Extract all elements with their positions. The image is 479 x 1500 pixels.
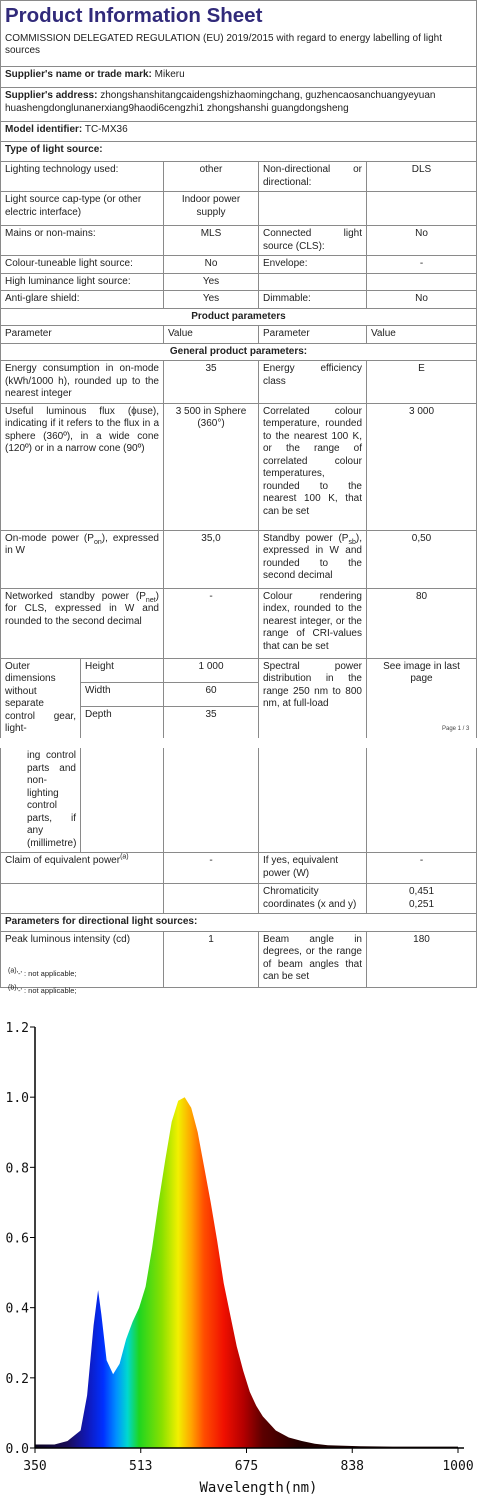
ls-value: Yes — [164, 273, 259, 291]
ls-label — [259, 192, 367, 226]
ls-label: Colour-tuneable light source: — [1, 256, 164, 274]
ls-value: No — [367, 226, 477, 256]
ls-label: Mains or non-mains: — [1, 226, 164, 256]
luminous-flux-value: 3 500 in Sphere (360°) — [164, 403, 259, 530]
model-row — [1, 122, 477, 142]
depth-value: 35 — [164, 707, 259, 738]
spectrum-chart — [0, 1015, 479, 1500]
y-tick-label: 0.4 — [5, 1301, 29, 1317]
ls-label: Non-directional or directional: — [259, 162, 367, 192]
ls-label: Anti-glare shield: — [1, 291, 164, 309]
claim-equivalent-value: - — [164, 853, 259, 884]
width-value: 60 — [164, 682, 259, 706]
ls-label: Connected light source (CLS): — [259, 226, 367, 256]
beam-angle-value: 180 — [367, 931, 477, 987]
dimension-value-blank — [164, 748, 259, 853]
supplier-name-label: Supplier's name or trade mark: — [5, 69, 152, 80]
ls-value: Indoor power supply — [164, 192, 259, 226]
outer-dimensions-label: Outer dimensions without separate control gear, light- — [1, 658, 81, 738]
cri-label: Colour rendering index, rounded to the nearest integer, or the range of CRI-values that can be set — [259, 588, 367, 658]
ls-label: Dimmable: — [259, 291, 367, 309]
ls-value: Yes — [164, 291, 259, 309]
general-params-heading: General product parameters: — [1, 343, 477, 361]
networked-standby-label: Networked standby power $(P_{net})$ for CLS, expressed in W and rounded to the second decimal — [1, 588, 164, 658]
ls-value — [367, 192, 477, 226]
cct-label: Correlated colour temperature, rounded to the nearest 100 K, or the range of correlated colour temperatures, rounded to the nearest 100 K, that can be set — [259, 403, 367, 530]
ls-value — [367, 273, 477, 291]
ls-value: No — [164, 256, 259, 274]
peak-intensity-value: 1 — [164, 931, 259, 987]
dimension-cell-blank — [81, 748, 164, 853]
col-header-value: Value — [367, 326, 477, 344]
chromaticity-value — [367, 884, 477, 914]
beam-angle-label: Beam angle in degrees, or the range of beam angles that can be set — [259, 931, 367, 987]
cct-value: 3 000 — [367, 403, 477, 530]
sheet-page-1 — [0, 0, 479, 738]
chroma-blank — [1, 884, 164, 914]
ls-label: High luminance light source: — [1, 273, 164, 291]
y-tick-label: 0.0 — [5, 1442, 29, 1457]
x-tick-label: 1000 — [442, 1459, 474, 1474]
chromaticity-y: 0,251 — [408, 898, 435, 910]
supplier-address-value: zhongshanshitangcaidengshizhaomingchang, guzhencaosanchuangyeyuan huashengdonglunanerxiang9haodi6cengzhi1 zhongshanshi guangdongsheng — [5, 90, 436, 114]
footnote-b: $^{(b)}$'-' : not applicable; — [8, 984, 77, 995]
x-axis-label: Wavelength(nm) — [199, 1480, 318, 1496]
outer-dimensions-label-cont: ing control parts and non-lighting control parts, if any (millimetre) — [1, 748, 81, 853]
supplier-address-label: Supplier's address: — [5, 90, 98, 101]
claim-equivalent-label: Claim of equivalent power$^{(a)}$ — [1, 853, 164, 884]
model-label: Model identifier: — [5, 124, 83, 135]
footnote-a: $^{(a)}$'-' : not applicable; — [8, 967, 77, 978]
supplier-name-row — [1, 67, 477, 88]
height-value: 1 000 — [164, 658, 259, 682]
standby-power-value: 0,50 — [367, 530, 477, 588]
y-tick-label: 0.2 — [5, 1371, 29, 1387]
spd-value: See image in last page — [367, 658, 477, 738]
x-tick-label: 350 — [23, 1459, 47, 1474]
spectrum-area — [35, 1097, 458, 1448]
directional-params-heading: Parameters for directional light sources: — [1, 914, 477, 932]
ls-label — [259, 273, 367, 291]
ls-value: DLS — [367, 162, 477, 192]
page-title: Product Information Sheet — [1, 1, 477, 31]
supplier-address-row — [1, 88, 477, 122]
peak-intensity-label: Peak luminous intensity (cd) — [1, 931, 164, 987]
on-mode-power-value: 35,0 — [164, 530, 259, 588]
width-label: Width — [81, 682, 164, 706]
supplier-name-value: Mikeru — [154, 69, 185, 80]
model-value: TC-MX36 — [84, 124, 128, 135]
x-tick-label: 675 — [234, 1459, 259, 1474]
ls-value: MLS — [164, 226, 259, 256]
ls-label: Envelope: — [259, 256, 367, 274]
regulation-text: COMMISSION DELEGATED REGULATION (EU) 2019/2015 with regard to energy labelling of light sources — [1, 31, 477, 67]
cri-value: 80 — [367, 588, 477, 658]
standby-power-label: Standby power $(P_{sb})$, expressed in W and rounded to the second decimal — [259, 530, 367, 588]
col-header-parameter: Parameter — [259, 326, 367, 344]
energy-consumption-label: Energy consumption in on-mode (kWh/1000 h), rounded up to the nearest integer — [1, 361, 164, 404]
ls-value: - — [367, 256, 477, 274]
energy-consumption-value: 35 — [164, 361, 259, 404]
chromaticity-label: Chromaticity coordinates (x and y) — [259, 884, 367, 914]
light-source-heading: Type of light source: — [1, 142, 477, 162]
y-tick-label: 1.2 — [5, 1021, 29, 1036]
ls-value: other — [164, 162, 259, 192]
equivalent-power-value: - — [367, 853, 477, 884]
y-tick-label: 0.6 — [5, 1231, 29, 1247]
col-header-value: Value — [164, 326, 259, 344]
equivalent-power-label: If yes, equivalent power (W) — [259, 853, 367, 884]
ls-value: No — [367, 291, 477, 309]
col-header-parameter: Parameter — [1, 326, 164, 344]
y-tick-label: 0.8 — [5, 1161, 29, 1177]
sheet-page-2 — [0, 748, 479, 988]
product-params-heading: Product parameters — [1, 308, 477, 326]
energy-efficiency-value: E — [367, 361, 477, 404]
x-tick-label: 838 — [340, 1459, 364, 1474]
y-tick-label: 1.0 — [5, 1091, 29, 1107]
energy-efficiency-label: Energy efficiency class — [259, 361, 367, 404]
chromaticity-x: 0,451 — [408, 886, 435, 897]
chroma-blank — [164, 884, 259, 914]
on-mode-power-label: On-mode power $(P_{on})$, expressed in W — [1, 530, 164, 588]
x-tick-label: 513 — [129, 1459, 153, 1474]
depth-label: Depth — [81, 707, 164, 738]
ls-label: Light source cap-type (or other electric interface) — [1, 192, 164, 226]
spd-value-blank — [367, 748, 477, 853]
networked-standby-value: - — [164, 588, 259, 658]
spd-label: Spectral power distribution in the range 250 nm to 800 nm, at full-load — [259, 658, 367, 738]
page-number: Page 1 / 3 — [442, 726, 470, 732]
luminous-flux-label: Useful luminous flux (ϕuse), indicating if it refers to the flux in a sphere (360º), in a wide cone (120º) or in a narrow cone (90º) — [1, 403, 164, 530]
height-label: Height — [81, 658, 164, 682]
spd-label-blank — [259, 748, 367, 853]
ls-label: Lighting technology used: — [1, 162, 164, 192]
